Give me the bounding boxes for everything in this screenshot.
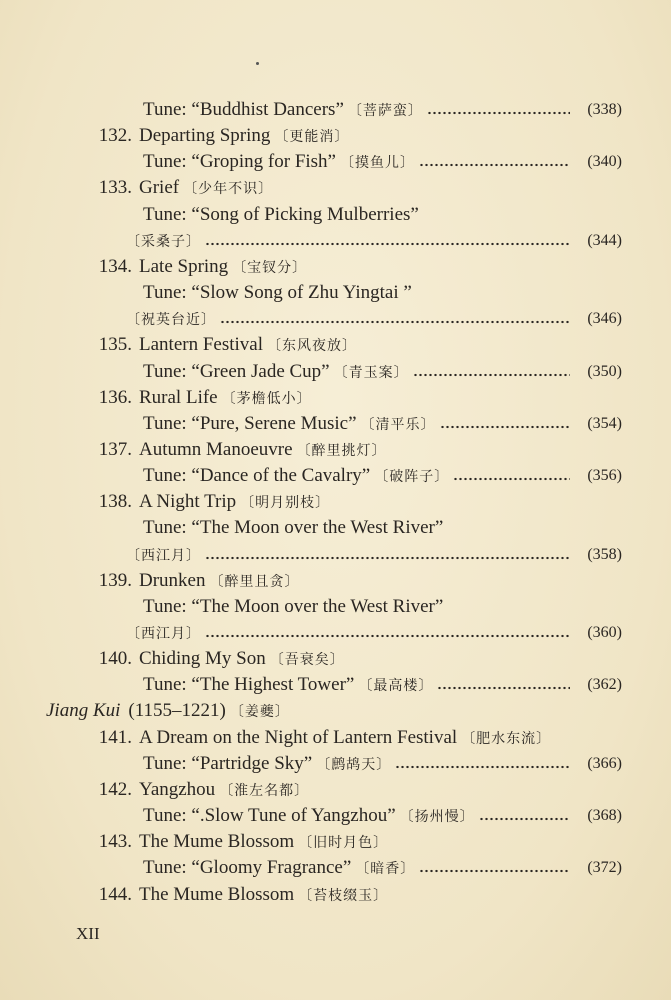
toc-entry-title bbox=[0, 829, 622, 855]
page-number-folio: XII bbox=[76, 924, 100, 943]
dot-leader bbox=[437, 686, 570, 690]
tune-chinese-name: 〔青玉案〕 bbox=[333, 365, 409, 381]
entry-chinese-title: 〔吾衰矣〕 bbox=[269, 653, 345, 669]
toc-entry-title bbox=[0, 437, 622, 463]
entry-title: Departing Spring bbox=[139, 125, 271, 147]
tune-name: Tune: “Groping for Fish” bbox=[143, 151, 336, 173]
page-reference: (346) bbox=[587, 310, 622, 328]
toc-entry-tune bbox=[0, 97, 622, 123]
tune-name: Tune: “Pure, Serene Music” bbox=[143, 412, 357, 434]
toc-entry-continuation bbox=[0, 228, 622, 254]
entry-number: 139. bbox=[98, 569, 132, 591]
author-name: Jiang Kui bbox=[46, 700, 121, 722]
entry-title: Chiding My Son bbox=[139, 648, 266, 670]
entry-number: 142. bbox=[98, 778, 132, 800]
entry-number: 135. bbox=[98, 334, 132, 356]
entry-number: 132. bbox=[98, 125, 132, 147]
toc-entry-title bbox=[0, 489, 622, 515]
entry-chinese-title: 〔淮左名都〕 bbox=[219, 783, 310, 799]
tune-name: Tune: “Dance of the Cavalry” bbox=[143, 465, 371, 487]
entry-number: 144. bbox=[98, 883, 132, 905]
entry-chinese-title: 〔肥水东流〕 bbox=[461, 731, 552, 747]
toc-entry-title bbox=[0, 385, 622, 411]
tune-chinese-name: 〔菩萨蛮〕 bbox=[347, 104, 423, 119]
dot-leader bbox=[419, 869, 570, 873]
tune-chinese-name: 〔最高楼〕 bbox=[358, 679, 434, 695]
dot-leader bbox=[419, 163, 570, 167]
entry-chinese-title: 〔醉里且贪〕 bbox=[209, 574, 300, 590]
dot-leader bbox=[395, 765, 570, 769]
entry-chinese-title: 〔苔枝缀玉〕 bbox=[298, 888, 389, 904]
tune-name: Tune: “Slow Song of Zhu Yingtai ” bbox=[143, 282, 412, 304]
entry-title: A Night Trip bbox=[139, 491, 237, 513]
page-reference: (358) bbox=[587, 545, 622, 563]
page-reference: (372) bbox=[587, 859, 622, 877]
author-chinese-name: 〔姜夔〕 bbox=[229, 705, 290, 721]
toc-author-heading bbox=[0, 698, 622, 724]
toc-entry-title bbox=[0, 123, 622, 149]
toc-entry-tune bbox=[0, 803, 622, 829]
entry-title: A Dream on the Night of Lantern Festival bbox=[139, 726, 458, 748]
dot-leader bbox=[205, 242, 570, 246]
tune-chinese-name: 〔暗香〕 bbox=[355, 862, 416, 878]
tune-name: Tune: “Buddhist Dancers” bbox=[143, 99, 344, 120]
tune-name: Tune: “The Highest Tower” bbox=[143, 674, 355, 696]
toc-entry-tune bbox=[0, 463, 622, 489]
print-speck bbox=[256, 62, 259, 65]
tune-name: Tune: “Song of Picking Mulberries” bbox=[143, 203, 419, 225]
entry-title: Grief bbox=[139, 177, 180, 199]
entry-number: 143. bbox=[98, 831, 132, 853]
tune-chinese-name: 〔祝英台近〕 bbox=[126, 313, 216, 329]
toc-entry-continuation bbox=[0, 542, 622, 568]
toc-entry-tune bbox=[0, 202, 622, 228]
entry-chinese-title: 〔茅檐低小〕 bbox=[221, 391, 312, 407]
tune-name: Tune: “The Moon over the West River” bbox=[143, 595, 444, 617]
toc-entry-tune bbox=[0, 515, 622, 541]
entry-chinese-title: 〔醉里挑灯〕 bbox=[296, 443, 387, 459]
entry-chinese-title: 〔旧时月色〕 bbox=[298, 836, 389, 852]
toc-entry-title bbox=[0, 254, 622, 280]
entry-number: 136. bbox=[98, 386, 132, 408]
entry-chinese-title: 〔明月别枝〕 bbox=[240, 496, 331, 512]
tune-name: Tune: “.Slow Tune of Yangzhou” bbox=[143, 805, 396, 827]
tune-chinese-name: 〔摸鱼儿〕 bbox=[340, 156, 415, 172]
tune-chinese-name: 〔破阵子〕 bbox=[374, 470, 450, 486]
dot-leader bbox=[413, 373, 570, 377]
tune-name: Tune: “Green Jade Cup” bbox=[143, 360, 330, 382]
toc-entry-title bbox=[0, 332, 622, 358]
entry-number: 134. bbox=[98, 255, 132, 277]
dot-leader bbox=[205, 556, 570, 560]
page-reference: (354) bbox=[587, 414, 622, 432]
page-reference: (350) bbox=[587, 362, 622, 380]
entry-number: 138. bbox=[98, 491, 132, 513]
tune-chinese-name: 〔扬州慢〕 bbox=[399, 810, 475, 826]
toc-entry-continuation bbox=[0, 306, 622, 332]
toc-entry-tune bbox=[0, 751, 622, 777]
entry-title: Lantern Festival bbox=[139, 334, 263, 356]
dot-leader bbox=[205, 634, 570, 638]
tune-chinese-name: 〔西江月〕 bbox=[126, 627, 201, 642]
entry-number: 137. bbox=[98, 438, 132, 460]
toc-entry-title bbox=[0, 646, 622, 672]
toc-entry-tune bbox=[0, 594, 622, 620]
tune-name: Tune: “Partridge Sky” bbox=[143, 752, 313, 774]
tune-name: Tune: “Gloomy Fragrance” bbox=[143, 857, 352, 879]
entry-number: 141. bbox=[98, 726, 132, 748]
entry-title: The Mume Blossom bbox=[139, 883, 295, 905]
page-reference: (356) bbox=[587, 467, 622, 485]
toc-entry-tune bbox=[0, 149, 622, 175]
entry-title: Yangzhou bbox=[139, 778, 216, 800]
dot-leader bbox=[453, 477, 570, 481]
entry-chinese-title: 〔东风夜放〕 bbox=[267, 339, 357, 355]
entry-title: Autumn Manoeuvre bbox=[139, 438, 293, 460]
toc-entry-tune bbox=[0, 411, 622, 437]
author-dates: (1155–1221) bbox=[128, 700, 226, 722]
entry-chinese-title: 〔少年不识〕 bbox=[183, 182, 274, 198]
page-reference: (340) bbox=[587, 153, 622, 171]
toc-entry-title bbox=[0, 175, 622, 201]
entry-number: 133. bbox=[98, 177, 132, 199]
dot-leader bbox=[427, 111, 570, 115]
tune-chinese-name: 〔鹧鸪天〕 bbox=[316, 757, 392, 773]
toc-entry-tune bbox=[0, 359, 622, 385]
tune-chinese-name: 〔清平乐〕 bbox=[360, 417, 436, 433]
toc-entry-tune bbox=[0, 280, 622, 306]
page-reference: (344) bbox=[587, 231, 622, 249]
dot-leader bbox=[220, 320, 570, 324]
toc-entry-tune bbox=[0, 855, 622, 881]
page-reference: (366) bbox=[587, 754, 622, 772]
tune-name: Tune: “The Moon over the West River” bbox=[143, 517, 444, 539]
dot-leader bbox=[440, 425, 570, 429]
entry-title: Late Spring bbox=[139, 255, 229, 277]
entry-chinese-title: 〔宝钗分〕 bbox=[232, 260, 308, 276]
page-reference: (362) bbox=[587, 676, 622, 694]
dot-leader bbox=[479, 817, 570, 821]
toc-entry-title bbox=[0, 725, 622, 751]
page-reference: (338) bbox=[587, 101, 622, 118]
page-reference: (368) bbox=[587, 807, 622, 825]
entry-chinese-title: 〔更能消〕 bbox=[274, 130, 350, 146]
toc-entry-title bbox=[0, 568, 622, 594]
entry-title: Rural Life bbox=[139, 386, 218, 408]
toc-entry-continuation bbox=[0, 620, 622, 646]
tune-chinese-name: 〔采桑子〕 bbox=[126, 234, 201, 250]
toc-entry-title bbox=[0, 777, 622, 803]
entry-number: 140. bbox=[98, 648, 132, 670]
tune-chinese-name: 〔西江月〕 bbox=[126, 548, 201, 564]
toc-entry-tune bbox=[0, 672, 622, 698]
entry-title: Drunken bbox=[139, 569, 206, 591]
page-reference: (360) bbox=[587, 624, 622, 641]
toc-entry-title bbox=[0, 882, 622, 908]
entry-title: The Mume Blossom bbox=[139, 831, 295, 853]
